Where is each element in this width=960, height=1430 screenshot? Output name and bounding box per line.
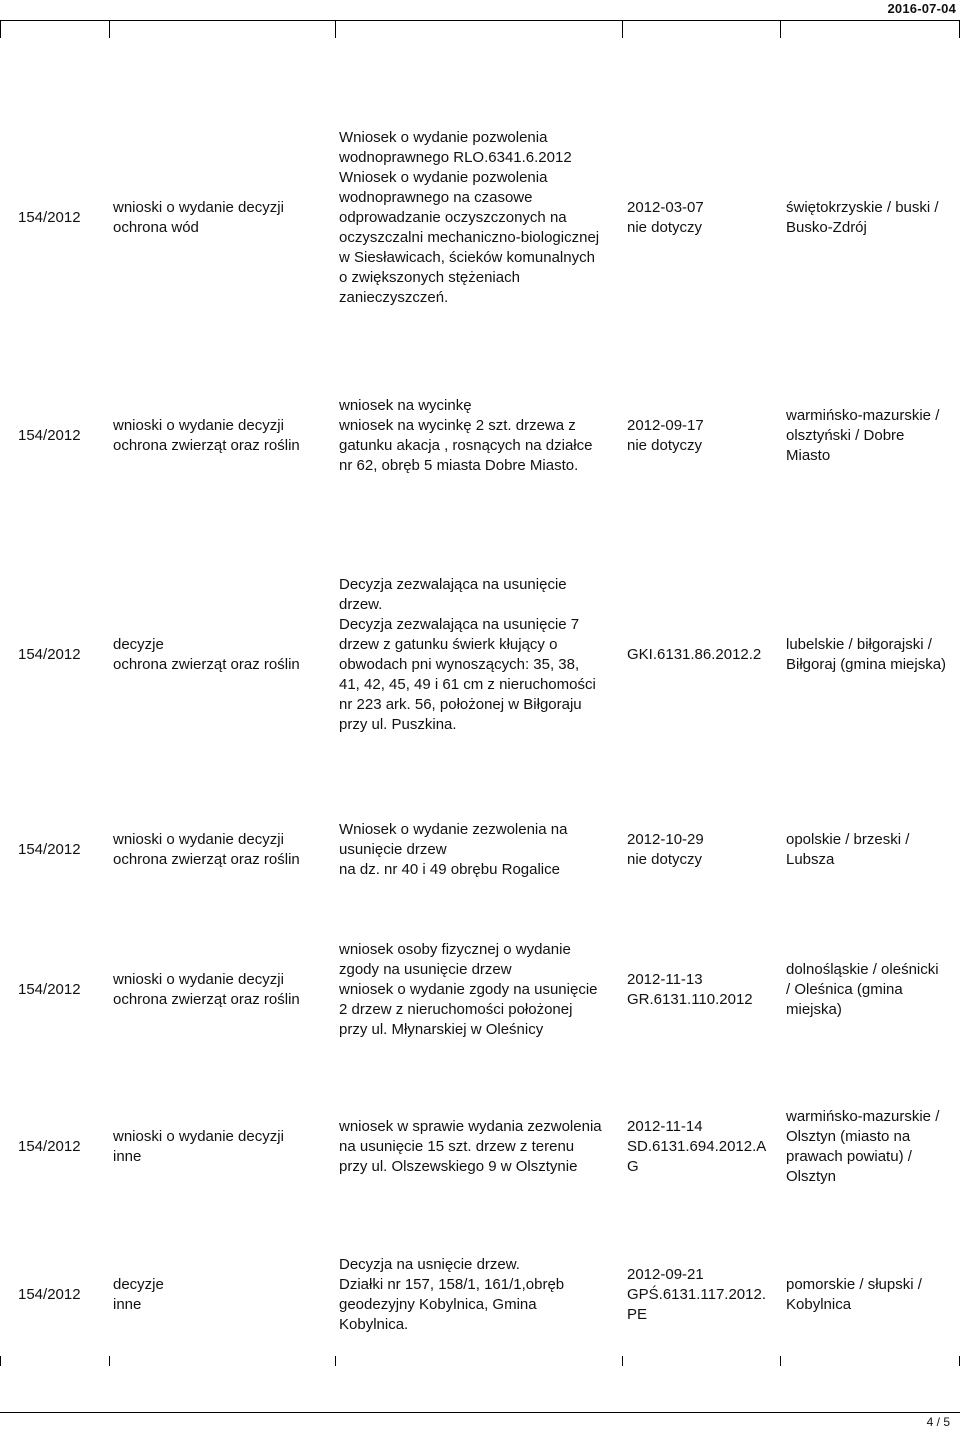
record-description-line: drzew. (339, 596, 383, 613)
record-description (339, 380, 621, 492)
record-description-line: Decyzja na usnięcie drzew. (339, 1256, 520, 1273)
record-description-line: zanieczyszczeń. (339, 288, 449, 306)
record-category-line: decyzje (113, 636, 164, 653)
table-row (0, 940, 960, 1040)
record-category-line: wnioski o wydanie decyzji (113, 417, 284, 434)
record-number-text: 154/2012 (18, 1138, 81, 1155)
column-tick (0, 1356, 1, 1366)
record-signature-line: 2012-11-14 (627, 1118, 703, 1135)
record-signature-line: nie dotyczy (627, 218, 703, 236)
record-location-line: miejska) (786, 1001, 842, 1018)
record-location (786, 1245, 960, 1345)
record-description-line: nr 62, obręb 5 miasta Dobre Miasto. (339, 457, 579, 474)
record-number (18, 1095, 110, 1199)
record-description-line: wniosek na wycinkę (339, 397, 472, 414)
record-number (18, 560, 110, 750)
record-signature (627, 1095, 779, 1199)
table-row (0, 380, 960, 492)
record-location-line: Kobylnica (786, 1296, 852, 1313)
record-description-line: Wniosek o wydanie zezwolenia na (339, 821, 568, 838)
record-description-line: drzew z gatunku świerk kłujący o (339, 636, 558, 653)
record-description-line: wodnoprawnego RLO.6341.6.2012 (339, 148, 572, 166)
record-number-text: 154/2012 (18, 1286, 81, 1303)
record-category-line: ochrona wód (113, 218, 199, 236)
record-category-line: decyzje (113, 1276, 164, 1293)
record-description-line: Decyzja zezwalająca na usunięcie (339, 576, 567, 593)
record-description-line: Wniosek o wydanie pozwolenia (339, 168, 548, 186)
record-description-line: wniosek osoby fizycznej o wydanie (339, 941, 571, 958)
record-category-line: wnioski o wydanie decyzji (113, 198, 284, 216)
record-category-line: inne (113, 1296, 142, 1313)
record-number (18, 110, 110, 325)
record-location-line: lubelskie / biłgorajski / (786, 636, 932, 653)
record-description-line: 2 drzew z nieruchomości położonej (339, 1001, 573, 1018)
record-number (18, 805, 110, 895)
record-location (786, 805, 960, 895)
record-category-line: ochrona zwierząt oraz roślin (113, 656, 300, 673)
column-tick (780, 1356, 781, 1366)
record-location (786, 1095, 960, 1199)
record-signature-line: GKI.6131.86.2012.2 (627, 646, 762, 663)
record-number-text: 154/2012 (18, 841, 81, 858)
column-tick (109, 20, 110, 38)
table-row (0, 805, 960, 895)
record-category (113, 1245, 335, 1345)
record-location-line: pomorskie / słupski / (786, 1276, 922, 1293)
record-description-line: Decyzja zezwalająca na usunięcie 7 (339, 616, 580, 633)
record-description-line: Wniosek o wydanie pozwolenia (339, 128, 548, 146)
record-location-line: świętokrzyskie / buski / (786, 198, 939, 216)
record-category (113, 380, 335, 492)
column-tick (622, 1356, 623, 1366)
record-signature-line: GPŚ.6131.117.2012. (627, 1286, 766, 1303)
record-description-line: nr 223 ark. 56, położonej w Biłgoraju (339, 696, 582, 713)
record-location-line: warmińsko-mazurskie / (786, 407, 940, 424)
record-location-line: Olsztyn (786, 1168, 837, 1185)
record-signature-line: PE (627, 1306, 648, 1323)
record-location (786, 110, 960, 325)
table-row (0, 110, 960, 325)
record-signature (627, 805, 779, 895)
record-description-line: Kobylnica. (339, 1316, 409, 1333)
record-description-line: o zwiększonych stężeniach (339, 268, 520, 286)
record-signature-line: GR.6131.110.2012 (627, 991, 753, 1008)
record-signature (627, 110, 779, 325)
record-description (339, 1245, 621, 1345)
record-signature-line: G (627, 1158, 639, 1175)
record-signature-line: 2012-03-07 (627, 198, 704, 216)
table-row (0, 560, 960, 750)
record-description-line: 41, 42, 45, 49 i 61 cm z nieruchomości (339, 676, 596, 693)
record-number-text: 154/2012 (18, 981, 81, 998)
table-row (0, 1245, 960, 1345)
record-description (339, 110, 621, 325)
record-description-line: przy ul. Olszewskiego 9 w Olsztynie (339, 1158, 578, 1175)
footer-rule (0, 1412, 960, 1413)
record-number (18, 380, 110, 492)
record-category (113, 940, 335, 1040)
record-category-line: ochrona zwierząt oraz roślin (113, 851, 300, 868)
record-location-line: prawach powiatu) / (786, 1148, 912, 1165)
record-location-line: Busko-Zdrój (786, 218, 867, 236)
table-row (0, 1095, 960, 1199)
record-location (786, 940, 960, 1040)
column-tick (0, 20, 1, 38)
record-description-line: przy ul. Puszkina. (339, 716, 457, 733)
record-signature-line: 2012-11-13 (627, 971, 703, 988)
record-description-line: odprowadzanie oczyszczonych na (339, 208, 567, 226)
record-category-line: wnioski o wydanie decyzji (113, 831, 284, 848)
column-tick (622, 20, 623, 38)
column-tick (335, 20, 336, 38)
record-description (339, 940, 621, 1040)
page-date: 2016-07-04 (887, 1, 956, 16)
record-description-line: wniosek w sprawie wydania zezwolenia (339, 1118, 602, 1135)
record-location-line: Olsztyn (miasto na (786, 1128, 911, 1145)
record-category (113, 560, 335, 750)
record-signature-line: 2012-09-17 (627, 417, 704, 434)
record-signature-line: nie dotyczy (627, 851, 703, 868)
record-category (113, 805, 335, 895)
record-location-line: warmińsko-mazurskie / (786, 1108, 940, 1125)
record-location-line: Lubsza (786, 851, 835, 868)
record-description-line: zgody na usunięcie drzew (339, 961, 512, 978)
record-description (339, 1095, 621, 1199)
record-location-line: Biłgoraj (gmina miejska) (786, 656, 947, 673)
record-category-line: ochrona zwierząt oraz roślin (113, 991, 300, 1008)
record-location-line: olsztyński / Dobre (786, 427, 905, 444)
record-description (339, 805, 621, 895)
record-signature-line: 2012-09-21 (627, 1266, 704, 1283)
record-location (786, 380, 960, 492)
column-tick (335, 1356, 336, 1366)
record-signature-line: SD.6131.694.2012.A (627, 1138, 767, 1155)
record-category-line: wnioski o wydanie decyzji (113, 1128, 284, 1145)
record-description-line: wniosek na wycinkę 2 szt. drzewa z (339, 417, 576, 434)
record-description-line: na usunięcie 15 szt. drzew z terenu (339, 1138, 575, 1155)
record-description-line: geodezyjny Kobylnica, Gmina (339, 1296, 537, 1313)
record-description-line: obwodach pni wynoszących: 35, 38, (339, 656, 580, 673)
record-signature (627, 560, 779, 750)
column-tick (109, 1356, 110, 1366)
record-description-line: gatunku akacja , rosnących na działce (339, 437, 593, 454)
record-number-text: 154/2012 (18, 427, 81, 444)
record-category-line: ochrona zwierząt oraz roślin (113, 437, 300, 454)
record-description-line: wniosek o wydanie zgody na usunięcie (339, 981, 598, 998)
record-description-line: przy ul. Młynarskiej w Oleśnicy (339, 1021, 544, 1038)
record-description-line: wodnoprawnego na czasowe (339, 188, 533, 206)
record-category-line: inne (113, 1148, 142, 1165)
record-description-line: usunięcie drzew (339, 841, 447, 858)
record-signature (627, 940, 779, 1040)
record-location-line: opolskie / brzeski / (786, 831, 910, 848)
record-number (18, 940, 110, 1040)
record-signature-line: nie dotyczy (627, 437, 703, 454)
record-category (113, 110, 335, 325)
record-location (786, 560, 960, 750)
record-number (18, 1245, 110, 1345)
record-description-line: oczyszczalni mechaniczno-biologicznej (339, 228, 600, 246)
record-category-line: wnioski o wydanie decyzji (113, 971, 284, 988)
record-location-line: / Oleśnica (gmina (786, 981, 903, 998)
header-rule (0, 20, 960, 21)
record-description-line: na dz. nr 40 i 49 obrębu Rogalice (339, 861, 560, 878)
record-location-line: Miasto (786, 447, 831, 464)
record-description (339, 560, 621, 750)
column-tick (780, 20, 781, 38)
record-signature (627, 380, 779, 492)
record-description-line: Działki nr 157, 158/1, 161/1,obręb (339, 1276, 565, 1293)
page-number: 4 / 5 (926, 1415, 950, 1429)
record-description-line: w Siesławicach, ścieków komunalnych (339, 248, 595, 266)
record-signature-line: 2012-10-29 (627, 831, 704, 848)
record-category (113, 1095, 335, 1199)
record-signature (627, 1245, 779, 1345)
record-location-line: dolnośląskie / oleśnicki (786, 961, 939, 978)
record-number-text: 154/2012 (18, 208, 81, 226)
record-number-text: 154/2012 (18, 646, 81, 663)
